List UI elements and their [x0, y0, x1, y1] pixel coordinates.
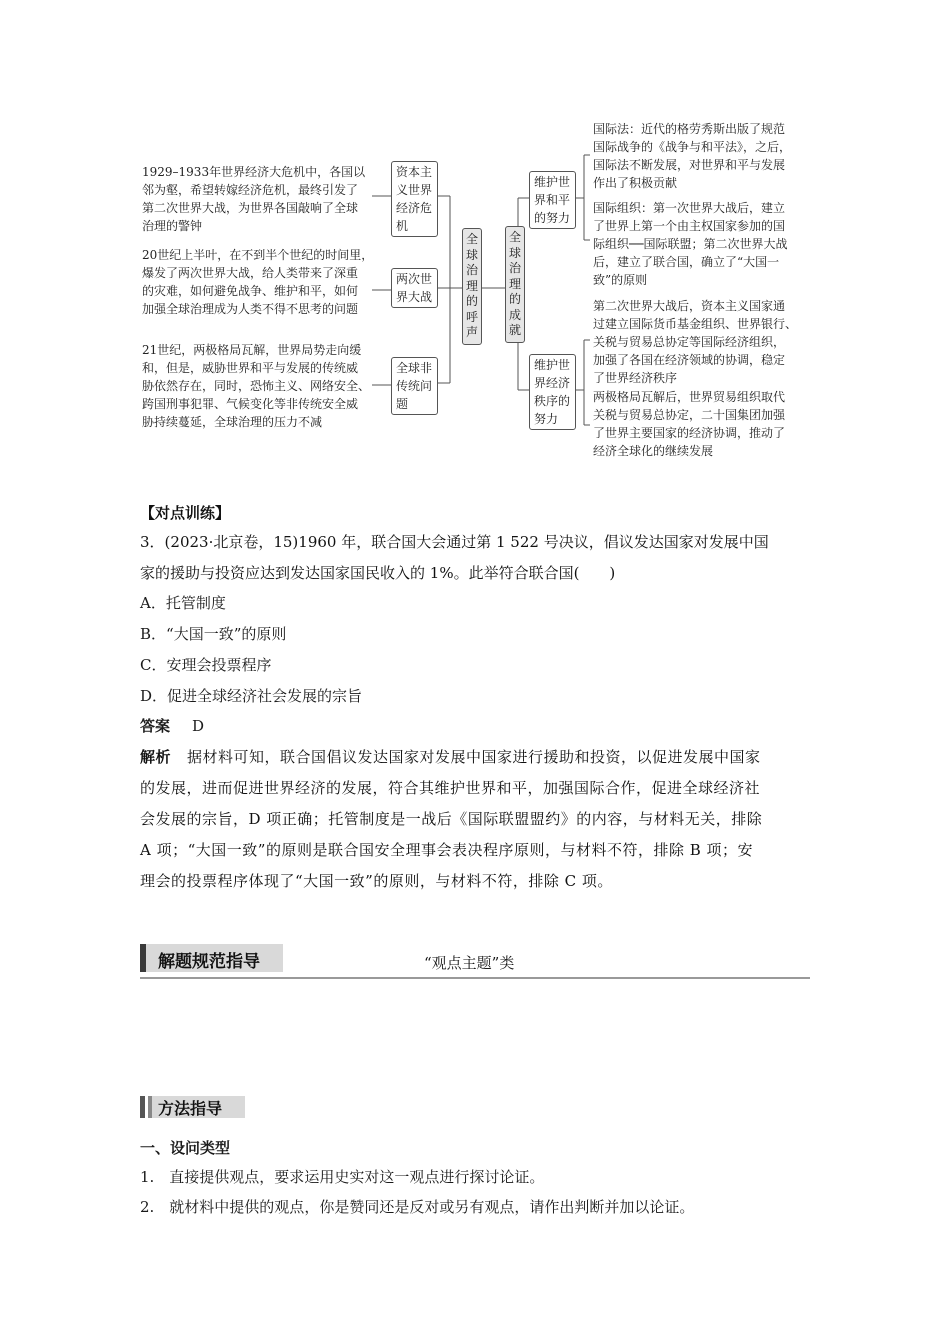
- text-line: 的灾难，如何避免战争、维护和平，如何: [142, 284, 359, 298]
- option-d: D．促进全球经济社会发展的宗旨: [140, 687, 363, 705]
- box-line: 界和平: [534, 193, 571, 207]
- text-line: 了世界上第一个由主权国家参加的国: [593, 219, 786, 233]
- analysis-line: [140, 742, 810, 773]
- char: 全: [508, 230, 521, 244]
- effort-box-peace: [529, 171, 576, 229]
- char: 的: [465, 294, 478, 308]
- text-line: 国际组织：第一次世界大战后，建立: [593, 201, 786, 215]
- text-line: 邻为壑，希望转嫁经济危机，最终引发了: [142, 183, 359, 197]
- text-line: 后，建立了联合国，确立了“大国一: [593, 255, 780, 269]
- char: 声: [465, 325, 478, 339]
- practice-heading: 【对点训练】: [140, 504, 231, 522]
- box-line: 题: [396, 397, 409, 411]
- text-line: 关税与贸易总协定等国际经济组织，: [593, 335, 786, 349]
- char: 成: [508, 307, 521, 322]
- text-line: 致”的原则: [593, 273, 648, 287]
- text-line: 作出了积极贡献: [593, 176, 678, 190]
- analysis-line: 会发展的宗旨，D 项正确；托管制度是一战后《国际联盟盟约》的内容，与材料无关，排除: [140, 810, 763, 828]
- guide-subtitle: “观点主题”类: [424, 954, 515, 972]
- box-line: 传统问: [396, 379, 433, 393]
- question-line: 家的援助与投资应达到发达国家国民收入的 1%。此举符合联合国( ): [140, 564, 616, 582]
- text-line: 胁依然存在，同时，恐怖主义、网络安全、: [142, 379, 371, 393]
- box-line: 义世界: [396, 183, 433, 197]
- analysis-label: 解析: [140, 748, 172, 766]
- answer-label: 答案: [140, 717, 171, 735]
- cause-text-2: [142, 246, 373, 318]
- char: 治: [508, 261, 521, 275]
- box-line: 界大战: [396, 290, 433, 304]
- text-line: 国际法：近代的格劳秀斯出版了规范: [593, 122, 786, 136]
- text-line: 胁持续蔓延，全球治理的压力不减: [142, 415, 323, 429]
- text-line: 和，但是，威胁世界和平与发展的传统威: [142, 361, 359, 375]
- method-banner-label: 方法指导: [158, 1099, 223, 1118]
- box-line: 两次世: [396, 272, 433, 286]
- cause-text-3: [142, 341, 370, 431]
- text-line: 国际战争的《战争与和平法》，之后，: [593, 140, 792, 154]
- box-line: 全球非: [396, 361, 433, 375]
- method-heading: 一、设问类型: [140, 1139, 231, 1157]
- box-line: 资本主: [396, 165, 433, 179]
- text-line: 两极格局瓦解后，世界贸易组织取代: [593, 390, 786, 404]
- char: 理: [508, 276, 521, 291]
- result-text-economic-org: [593, 297, 797, 387]
- method-item-2: 2. 就材料中提供的观点，你是赞同还是反对或另有观点，请作出判断并加以论证。: [140, 1198, 695, 1216]
- analysis-line: 的发展，进而促进世界经济的发展，符合其维护世界和平，加强国际合作，促进全球经济社: [140, 779, 761, 797]
- cause-box-economic-crisis: [391, 161, 438, 237]
- option-c: C．安理会投票程序: [140, 656, 272, 674]
- box-line: 界经济: [534, 376, 571, 390]
- box-line: 维护世: [534, 358, 571, 372]
- box-line: 秩序的: [534, 394, 571, 408]
- cause-box-nontraditional: [391, 357, 438, 415]
- text-line: 加强全球治理成为人类不得不思考的问题: [142, 302, 359, 316]
- analysis-line: 理会的投票程序体现了“大国一致”的原则，与材料不符，排除 C 项。: [140, 872, 613, 890]
- char: 的: [508, 292, 521, 306]
- char: 球: [465, 247, 478, 262]
- text-line: 了世界经济秩序: [593, 371, 678, 385]
- method-banner: [140, 1096, 245, 1118]
- char: 全: [465, 232, 478, 246]
- divider: [140, 977, 810, 979]
- question-line: 3．(2023·北京卷，15)1960 年，联合国大会通过第 1 522 号决议，倡议发达国家对发展中国: [140, 533, 769, 551]
- center-box-call: [462, 228, 482, 345]
- char: 理: [465, 278, 478, 293]
- cause-box-world-wars: [391, 268, 438, 308]
- box-line: 努力: [534, 412, 559, 426]
- answer-row: [140, 711, 204, 742]
- box-line: 的努力: [534, 211, 571, 225]
- box-line: 经济危: [396, 201, 433, 215]
- effort-box-economy: [529, 354, 576, 430]
- analysis-line: A 项；“大国一致”的原则是联合国安全理事会表决程序原则，与材料不符，排除 B 项；安: [140, 841, 754, 859]
- result-text-wto: [593, 388, 785, 460]
- result-text-international-law: [593, 120, 791, 192]
- text-line: 了世界主要国家的经济协调，推动了: [593, 426, 786, 440]
- text-line: 跨国刑事犯罪、气候变化等非传统安全威: [142, 397, 359, 411]
- text-line: 第二次世界大战，为世界各国敲响了全球: [142, 201, 359, 215]
- char: 呼: [465, 309, 478, 324]
- answer-value: D: [192, 717, 205, 735]
- char: 球: [508, 245, 521, 260]
- text-line: 21世纪，两极格局瓦解，世界局势走向缓: [142, 343, 362, 357]
- box-line: 机: [396, 219, 409, 233]
- method-item-1: 1. 直接提供观点，要求运用史实对这一观点进行探讨论证。: [140, 1168, 545, 1186]
- text-line: 关税与贸易总协定，二十国集团加强: [593, 408, 786, 422]
- center-box-achievement: [505, 226, 525, 343]
- option-b: B．“大国一致”的原则: [140, 625, 287, 643]
- cause-text-1: [142, 163, 365, 235]
- text-line: 治理的警钟: [142, 219, 203, 233]
- analysis-text: 据材料可知，联合国倡议发达国家对发展中国家进行援助和投资，以促进发展中国家: [187, 748, 761, 766]
- char: 就: [508, 323, 521, 337]
- text-line: 1929–1933年世界经济大危机中，各国以: [142, 165, 366, 179]
- guide-banner: [140, 944, 283, 972]
- text-line: 经济全球化的继续发展: [593, 444, 714, 458]
- text-line: 加强了各国在经济领域的协调，稳定: [593, 353, 786, 367]
- text-line: 国际法不断发展，对世界和平与发展: [593, 158, 786, 172]
- result-text-international-org: [593, 199, 787, 289]
- text-line: 20世纪上半叶，在不到半个世纪的时间里，: [142, 248, 374, 262]
- text-line: 爆发了两次世界大战，给人类带来了深重: [142, 266, 359, 280]
- guide-banner-label: 解题规范指导: [158, 952, 260, 972]
- text-line: 过建立国际货币基金组织、世界银行、: [593, 317, 798, 331]
- text-line: 际组织──国际联盟；第二次世界大战: [593, 237, 788, 251]
- box-line: 维护世: [534, 175, 571, 189]
- char: 治: [465, 263, 478, 277]
- text-line: 第二次世界大战后，资本主义国家通: [593, 299, 786, 313]
- option-a: A．托管制度: [140, 594, 226, 612]
